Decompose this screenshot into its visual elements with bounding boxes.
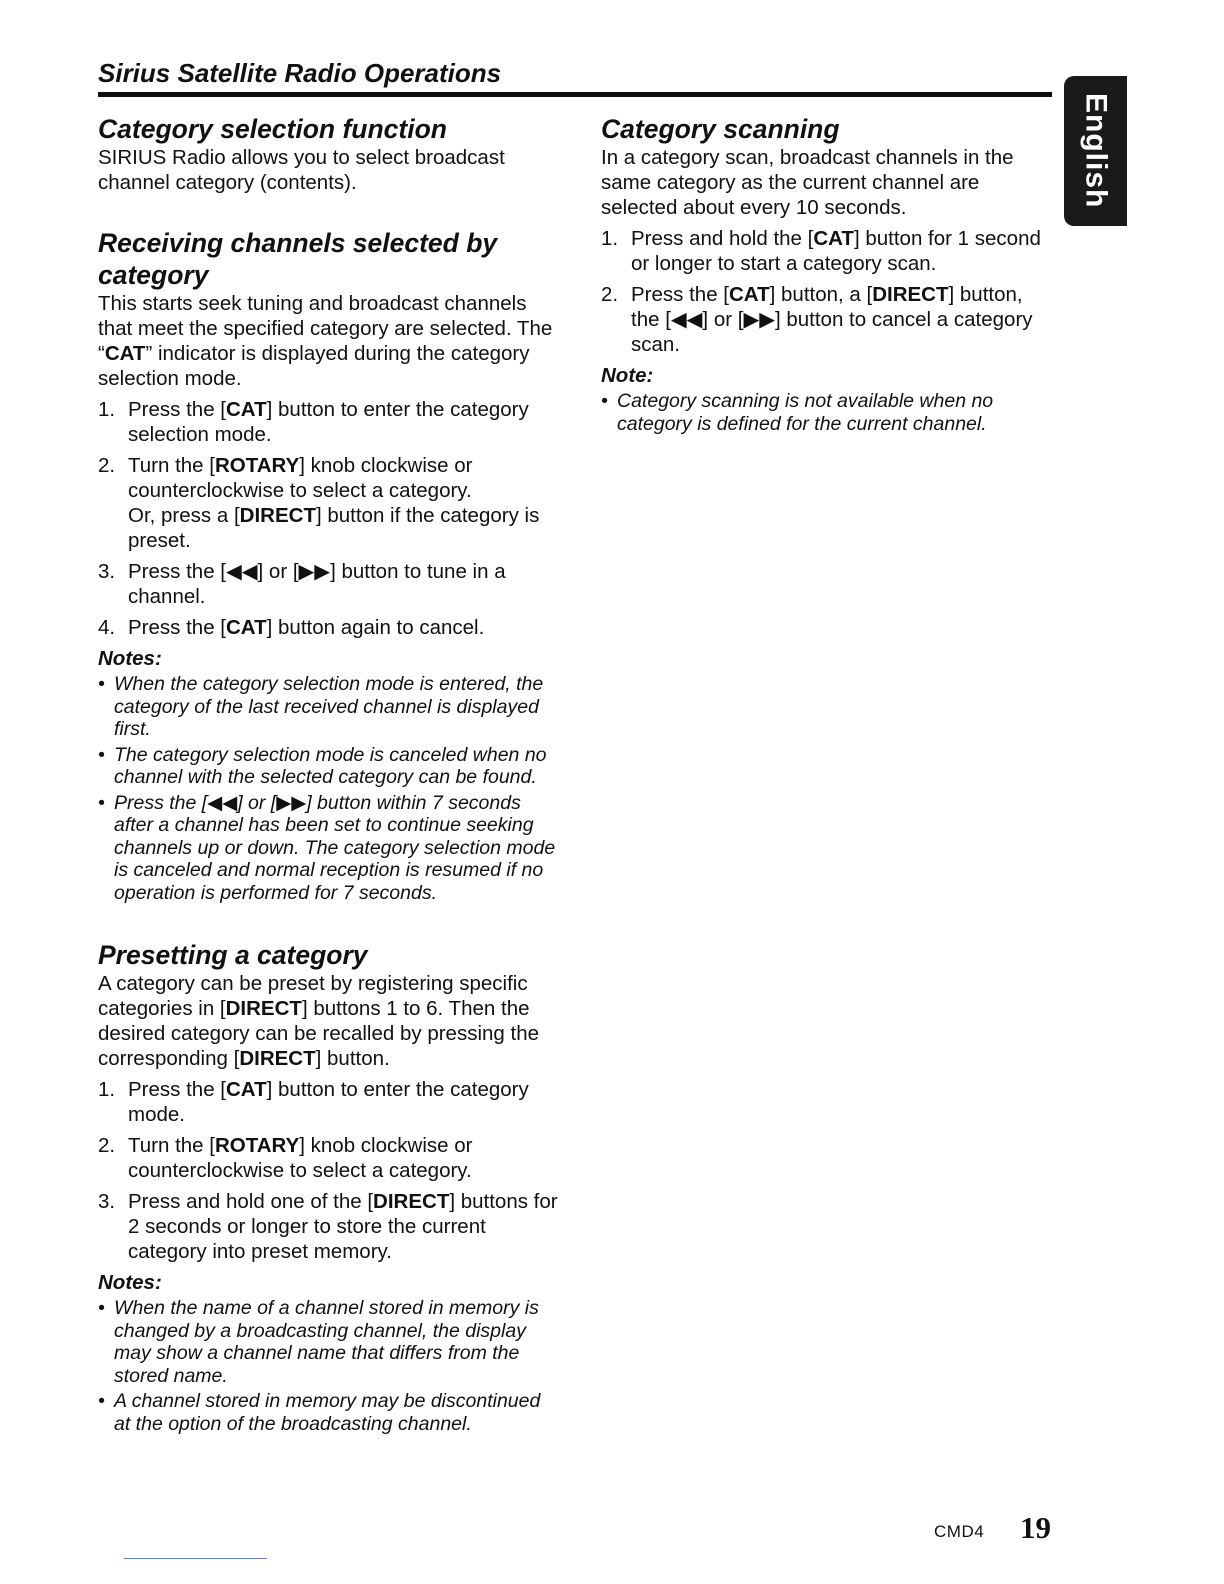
header-rule (98, 92, 1052, 97)
note-text: Category scanning is not available when no category is defined for the current channel. (617, 390, 994, 435)
step-text: Press the [CAT] button to enter the category mode. (128, 1078, 529, 1126)
step-text: Press the [CAT] button again to cancel. (128, 616, 485, 639)
cat-button-label: CAT (226, 616, 267, 639)
step-item (98, 453, 558, 553)
section-category-selection (98, 113, 558, 195)
step-text: Press the [CAT] button to enter the category selection mode. (128, 398, 529, 446)
page-title: Sirius Satellite Radio Operations (98, 58, 502, 88)
direct-button-label: DIRECT (239, 1047, 316, 1070)
note-text: When the category selection mode is entered, the category of the last received channel is displayed first. (114, 673, 544, 740)
seek-forward-icon: ▶▶ (743, 308, 775, 331)
section-heading: Category selection function (98, 114, 447, 144)
section-receiving-by-category (98, 227, 558, 904)
note-text: A channel stored in memory may be discontinued at the option of the broadcasting channel. (114, 1390, 541, 1435)
section-intro: A category can be preset by registering specific categories in [DIRECT] buttons 1 to 6. Then the desired category can be recalled by pressing the corresponding [DIRECT] button. (98, 972, 540, 1070)
intro-text: This starts seek tuning and broadcast channels that meet the specified category are selected. The “ (98, 292, 553, 365)
seek-back-icon: ◀◀ (670, 308, 703, 331)
step-item (98, 1133, 558, 1183)
footer-link-line (124, 1558, 267, 1559)
section-body: SIRIUS Radio allows you to select broadcast channel category (contents). (98, 146, 505, 194)
note-item: • A channel stored in memory may be discontinued at the option of the broadcasting channel. (98, 1390, 558, 1435)
step-text: Press and hold the [CAT] button for 1 second or longer to start a category scan. (631, 227, 1041, 275)
direct-button-label: DIRECT (872, 283, 949, 306)
section-presetting-category (98, 939, 558, 1435)
cat-indicator: CAT (104, 342, 146, 365)
note-item: • When the name of a channel stored in memory is changed by a broadcasting channel, the display may show a channel name that differs from the stored name. (98, 1297, 558, 1387)
step-number: 1. (98, 1078, 116, 1101)
direct-button-label: DIRECT (239, 504, 316, 527)
step-number: 4. (98, 616, 116, 639)
page-header (98, 58, 1052, 88)
step-item (98, 1189, 558, 1264)
note-label: Note: (601, 364, 654, 387)
note-item: • Category scanning is not available when no category is defined for the current channel. (601, 390, 1056, 435)
note-text: When the name of a channel stored in memory is changed by a broadcasting channel, the display may show a channel name that differs from the stored name. (114, 1297, 539, 1387)
direct-button-label: DIRECT (373, 1190, 450, 1213)
cat-button-label: CAT (226, 1078, 267, 1101)
step-number: 3. (98, 1190, 116, 1213)
step-number: 2. (98, 454, 116, 477)
note-text: Press the [◀◀] or [▶▶] button within 7 seconds after a channel has been set to continue seeking channels up or down. The category selection mode is canceled and normal reception is resumed if no operation is performed for 7 seconds. (114, 791, 556, 904)
step-text: Turn the [ROTARY] knob clockwise or counterclockwise to select a category. Or, press a [DIRECT] button if the category is preset. (128, 454, 540, 552)
step-item (601, 226, 1056, 276)
intro-text: ” indicator is displayed during the category selection mode. (98, 342, 530, 390)
step-item (98, 397, 558, 447)
step-text: Press the [CAT] button, a [DIRECT] button, the [◀◀] or [▶▶] button to cancel a category scan. (631, 283, 1033, 356)
notes-label: Notes: (98, 1271, 162, 1294)
step-number: 2. (601, 283, 619, 306)
step-text: Turn the [ROTARY] knob clockwise or counterclockwise to select a category. (128, 1134, 473, 1182)
model-code: CMD4 (934, 1522, 985, 1541)
notes-list (98, 673, 558, 904)
section-intro (98, 291, 558, 391)
step-item (601, 282, 1056, 357)
note-item: • When the category selection mode is entered, the category of the last received channel is displayed first. (98, 673, 558, 741)
seek-forward-icon: ▶▶ (298, 560, 331, 583)
right-column (601, 113, 1056, 438)
step-item (98, 559, 558, 609)
page-number: 19 (1020, 1510, 1051, 1545)
section-category-scanning (601, 113, 1056, 435)
step-number: 2. (98, 1134, 116, 1157)
note-text: The category selection mode is canceled when no channel with the selected category can be found. (114, 743, 547, 788)
step-number: 1. (601, 227, 619, 250)
seek-back-icon: ◀◀ (226, 560, 258, 583)
language-tab-label: English (1079, 93, 1113, 209)
heading-line-1: Receiving channels selected by (98, 228, 498, 258)
notes-list (601, 390, 1056, 435)
note-item: • Press the [◀◀] or [▶▶] button within 7 seconds after a channel has been set to continue seeking channels up or down. The category selection mode is canceled and normal reception is resumed if no operation is performed for 7 seconds. (98, 792, 558, 905)
step-list (601, 226, 1056, 357)
step-item (98, 1077, 558, 1127)
step-text: Press the [◀◀] or [▶▶] button to tune in a channel. (128, 560, 506, 608)
step-text: Press and hold one of the [DIRECT] buttons for 2 seconds or longer to store the current category into preset memory. (128, 1190, 558, 1263)
section-body: In a category scan, broadcast channels in the same category as the current channel are selected about every 10 seconds. (601, 146, 1014, 219)
left-column (98, 113, 558, 1438)
notes-label: Notes: (98, 647, 162, 670)
step-number: 3. (98, 560, 116, 583)
notes-list (98, 1297, 558, 1435)
step-number: 1. (98, 398, 116, 421)
cat-button-label: CAT (813, 227, 854, 250)
heading-line-2: category (98, 260, 209, 290)
language-tab (1064, 76, 1127, 226)
rotary-knob-label: ROTARY (214, 1134, 300, 1157)
rotary-knob-label: ROTARY (214, 454, 300, 477)
section-heading (98, 227, 558, 291)
section-heading: Category scanning (601, 114, 840, 144)
step-list (98, 397, 558, 640)
section-heading: Presetting a category (98, 940, 368, 970)
cat-button-label: CAT (226, 398, 267, 421)
direct-button-label: DIRECT (225, 997, 302, 1020)
step-list (98, 1077, 558, 1264)
step-item (98, 615, 558, 640)
cat-button-label: CAT (729, 283, 770, 306)
note-item: • The category selection mode is canceled when no channel with the selected category can be found. (98, 744, 558, 789)
